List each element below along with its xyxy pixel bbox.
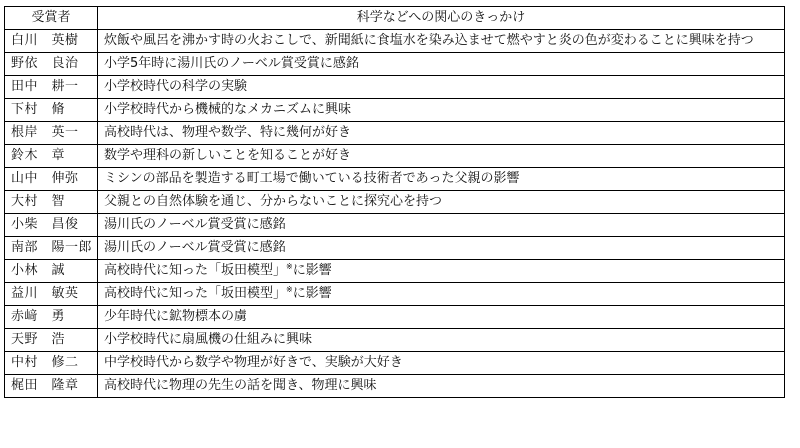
table-row (5, 76, 785, 99)
interest-trigger: 中学校時代から数学や物理が好きで、実験が大好き (98, 352, 785, 375)
interest-trigger: 小学5年時に湯川氏のノーベル賞受賞に感銘 (98, 53, 785, 76)
laureate-name: 根岸 英一 (5, 122, 98, 145)
interest-trigger: 湯川氏のノーベル賞受賞に感銘 (98, 214, 785, 237)
interest-trigger: 小学校時代から機械的なメカニズムに興味 (98, 99, 785, 122)
reason-text: 高校時代に知った「坂田模型」 (104, 286, 287, 301)
laureate-name: 小柴 昌俊 (5, 214, 98, 237)
laureate-name: 田中 耕一 (5, 76, 98, 99)
table-row (5, 99, 785, 122)
header-laureate: 受賞者 (5, 7, 98, 30)
header-row (5, 7, 785, 30)
reason-text-end: に影響 (292, 286, 332, 301)
header-interest-trigger: 科学などへの関心のきっかけ (98, 7, 785, 30)
table-row (5, 237, 785, 260)
interest-trigger: 小学校時代の科学の実験 (98, 76, 785, 99)
table-row (5, 145, 785, 168)
laureate-name: 天野 浩 (5, 329, 98, 352)
laureates-table (4, 6, 785, 398)
interest-trigger: 小学校時代に扇風機の仕組みに興味 (98, 329, 785, 352)
table-row (5, 352, 785, 375)
interest-trigger (98, 283, 785, 306)
table-row (5, 191, 785, 214)
table-row (5, 122, 785, 145)
table-row (5, 283, 785, 306)
interest-trigger: 湯川氏のノーベル賞受賞に感銘 (98, 237, 785, 260)
laureate-name: 小林 誠 (5, 260, 98, 283)
table-row (5, 168, 785, 191)
laureate-name: 赤﨑 勇 (5, 306, 98, 329)
laureate-name: 下村 脩 (5, 99, 98, 122)
laureate-name: 白川 英樹 (5, 30, 98, 53)
footnote-mark: ※ (286, 285, 293, 294)
table-row (5, 214, 785, 237)
interest-trigger: ミシンの部品を製造する町工場で働いている技術者であった父親の影響 (98, 168, 785, 191)
footnote-mark: ※ (286, 262, 293, 271)
table-row (5, 329, 785, 352)
reason-text-end: に影響 (292, 263, 332, 278)
laureate-name: 中村 修二 (5, 352, 98, 375)
interest-trigger: 高校時代は、物理や数学、特に幾何が好き (98, 122, 785, 145)
table-row (5, 306, 785, 329)
interest-trigger (98, 260, 785, 283)
reason-text: 高校時代に知った「坂田模型」 (104, 263, 287, 278)
interest-trigger: 父親との自然体験を通じ、分からないことに探究心を持つ (98, 191, 785, 214)
interest-trigger: 炊飯や風呂を沸かす時の火おこしで、新聞紙に食塩水を染み込ませて燃やすと炎の色が変わることに興味を持つ (98, 30, 785, 53)
laureate-name: 梶田 隆章 (5, 375, 98, 398)
table-row (5, 53, 785, 76)
interest-trigger: 高校時代に物理の先生の話を聞き、物理に興味 (98, 375, 785, 398)
laureate-name: 益川 敏英 (5, 283, 98, 306)
table-row (5, 260, 785, 283)
table-row (5, 375, 785, 398)
laureate-name: 大村 智 (5, 191, 98, 214)
interest-trigger: 数学や理科の新しいことを知ることが好き (98, 145, 785, 168)
laureate-name: 鈴木 章 (5, 145, 98, 168)
laureate-name: 山中 伸弥 (5, 168, 98, 191)
laureate-name: 野依 良治 (5, 53, 98, 76)
table-row (5, 30, 785, 53)
laureate-name: 南部 陽一郎 (5, 237, 98, 260)
interest-trigger: 少年時代に鉱物標本の虜 (98, 306, 785, 329)
